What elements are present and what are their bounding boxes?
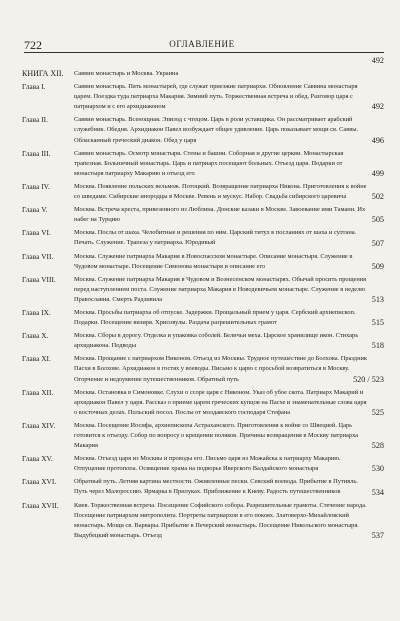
toc-entry (20, 182, 384, 202)
chapter-summary (74, 149, 384, 179)
toc-entry (20, 421, 384, 451)
chapter-summary (74, 354, 384, 384)
chapter-summary (74, 331, 384, 351)
chapter-summary-text: Киев. Торжественная встреча. Посещение Софийского собора. Разрешительные грамоты. Стечение народа. Посещение патриархом митрополита. Портреты патриархов в его покоях. Златоверхо-Михайловский монастырь. Мощи св. Варвары. Прибытие в Печерский монастырь. Посещение Никольского монастыря. Выдубецкий монастырь. Отъезд (74, 501, 367, 539)
page-reference: 513 (371, 294, 384, 304)
page-reference: 520 / 523 (353, 374, 384, 384)
chapter-summary (74, 115, 384, 145)
toc-entry (20, 308, 384, 328)
chapter-label: Глава IV. (22, 181, 50, 191)
chapter-label: КНИГА XII. (22, 69, 64, 78)
chapter-summary (74, 275, 384, 305)
chapter-summary (74, 182, 384, 202)
chapter-summary (74, 454, 384, 474)
page-reference: 496 (371, 135, 384, 145)
toc-entry (20, 275, 384, 305)
header-rule (24, 52, 384, 53)
chapter-summary (74, 308, 384, 328)
chapter-summary-text: Москва. Послы от шаха. Челобитные и решения по ним. Царский титул в посланиях от шаха и султана. Печать. Служение. Трапеза у патриарха. Юродивый (74, 229, 357, 247)
chapter-summary-text: Москва. Остановка в Симоновке. Слухи о ссоре царя с Никоном. Указ об убое скота. Патриарх Макарий и архидиакон Павел у царя. Рассказ о приеме царем греческих купцов на Пасхе и знаменательные слова царя о восточных делах. Польский посол. Послы от молдавского господаря Стефана (74, 388, 367, 416)
chapter-summary-text: Саввин монастырь и Москва. Украина (74, 70, 179, 77)
chapter-summary-text: Москва. Служение патриарха Макария в Новоспасском монастыре. Описание монастыря. Служение в Чудовом монастыре. Посещение Симонова монастыря и описание его (74, 252, 353, 270)
chapter-summary (74, 228, 384, 248)
chapter-label: Глава VIII. (22, 274, 56, 284)
toc-entry (20, 69, 384, 79)
toc-entry (20, 331, 384, 351)
page-reference: 528 (371, 441, 384, 451)
running-title: ОГЛАВЛЕНИЕ (169, 39, 235, 49)
page-reference: 509 (371, 261, 384, 271)
chapter-label: Глава XI. (22, 354, 51, 364)
chapter-summary (74, 501, 384, 541)
chapter-summary (74, 205, 384, 225)
chapter-label: Глава XVII. (22, 500, 59, 510)
chapter-label: Глава V. (22, 205, 48, 215)
page-reference: 537 (371, 530, 384, 540)
toc-entry (20, 149, 384, 179)
toc-entry (20, 252, 384, 272)
toc-entry (20, 454, 384, 474)
chapter-summary-text: Саввин монастырь. Пять монастырей, где служат приезжие патриархи. Обновление Саввина монастыря царем. Поездка туда патриарха Макария. Зимний путь. Торжественная встреча и обед. Разговор царя с патриархом и с его архидиаконом (74, 83, 358, 111)
chapter-summary-text: Саввин монастырь. Всенощная. Эпизод с чтецом. Царь в роли уставщика. Он рассматривает арабский служебник. Обедня. Архидиакон Павел возбуждает общее удивление. Царь показывает мощи св. Саввы. Обласканный греческий диакон. Обед у царя (74, 116, 359, 144)
page-number: 722 (24, 38, 42, 52)
chapter-summary-text: Москва. Просьбы патриарха об отпуске. Задержки. Прощальный прием у царя. Сербский архиепископ. Подарки. Посещение визиря. Хрисовулы. Раздача разрешительных грамот (74, 308, 356, 327)
toc-entry (20, 501, 384, 541)
page-reference: 534 (371, 487, 384, 497)
chapter-summary (74, 388, 384, 418)
page-reference: 525 (371, 407, 384, 417)
chapter-label: Глава III. (22, 148, 51, 158)
chapter-summary (74, 82, 384, 112)
chapter-summary-text: Москва. Встреча креста, привезенного из Люблина. Донские казаки в Москве. Завоевание ими Тамани. Их набег на Турцию (74, 206, 366, 224)
page-reference: 507 (371, 238, 384, 248)
chapter-summary (74, 421, 384, 451)
page-reference: 502 (371, 192, 384, 202)
toc-entry (20, 477, 384, 497)
chapter-summary (74, 252, 384, 272)
chapter-label: Глава XV. (22, 454, 53, 464)
table-of-contents (20, 56, 384, 541)
chapter-summary-text: Москва. Появление польских вельмож. Потоцкий. Возвращение патриарха Никона. Приготовления к войне со шведами. Сибирские инородцы в Москве. Ревень и мускус. Набор. Свадьба сибирского царевича (74, 182, 367, 201)
toc-entry (20, 228, 384, 248)
page-reference: 518 (371, 341, 384, 351)
page-reference: 499 (371, 168, 384, 178)
toc-entry (20, 82, 384, 112)
chapter-label: Глава XVI. (22, 477, 57, 487)
page-reference: 505 (371, 215, 384, 225)
toc-entry (20, 115, 384, 145)
page-reference: 492 (371, 102, 384, 112)
toc-entry (20, 205, 384, 225)
chapter-summary-text: Саввин монастырь. Осмотр монастыря. Стены и башни. Соборная и другие церкви. Монастырская трапезная. Больничный монастырь. Царь и патриарх посещают больных. Отъезд царя. Подарки от монастыря патриарху Макарию и отъезд его (74, 149, 344, 177)
chapter-label: Глава I. (22, 82, 46, 92)
toc-entry (20, 354, 384, 384)
chapter-label: Глава IX. (22, 307, 51, 317)
page-reference: 530 (371, 464, 384, 474)
page-reference: 492 (371, 56, 384, 65)
chapter-label: Глава XII. (22, 387, 54, 397)
chapter-summary (74, 69, 384, 79)
chapter-summary-text: Москва. Отъезд царя из Москвы и проводы его. Письмо царя из Можайска к патриарху Макарию. Отпущение протопопа. Освящение храма на подворье Иверского Валдайского монастыря (74, 455, 341, 473)
chapter-summary-text: Обратный путь. Летняя картина местности. Оживленные пески. Севский воевода. Прибытие в Путивль. Путь через Малороссию. Ярмарка в Прилуках. Приближение к Киеву. Радость путешественников (74, 478, 358, 496)
chapter-summary-text: Москва. Служение патриарха Макария в Чудовом и Вознесенском монастырях. Обычай просить прощения перед наступлением поста. Служение патриарха Макария в Новодевичьем монастыре. Служение в неделю Православия. Смерть Радзивила (74, 275, 367, 303)
toc-entry (20, 388, 384, 418)
page-reference: 515 (371, 318, 384, 328)
page-header (20, 30, 384, 52)
chapter-label: Глава XIV. (22, 420, 56, 430)
chapter-label: Глава X. (22, 331, 49, 341)
chapter-label: Глава VI. (22, 228, 51, 238)
chapter-label: Глава II. (22, 115, 48, 125)
chapter-summary (74, 477, 384, 497)
chapter-summary-text: Москва. Посещение Иосифа, архиепископа Астраханского. Приготовления к войне со Швецией. Царь готовится к отъезду. Собор по вопросу о крещении поляков. Причины возвращения в Москву патриарха Макария (74, 421, 359, 450)
chapter-summary-text: Москва. Сборы в дорогу. Отделка и упаковка соболей. Беличьи меха. Царское хранилище икон. Стихарь архидиакона. Подводы (74, 332, 359, 350)
chapter-summary-text: Москва. Прощание с патриархом Никоном. Отъезд из Москвы. Трудное путешествие до Болхова. Праздник Пасхи в Болхове. Архидиакон в гостях у воеводы. Письмо к царю с просьбой возвратиться в Москву. Огорчение и недоумение путешественников. Обратный путь (74, 355, 368, 383)
chapter-label: Глава VII. (22, 251, 54, 261)
